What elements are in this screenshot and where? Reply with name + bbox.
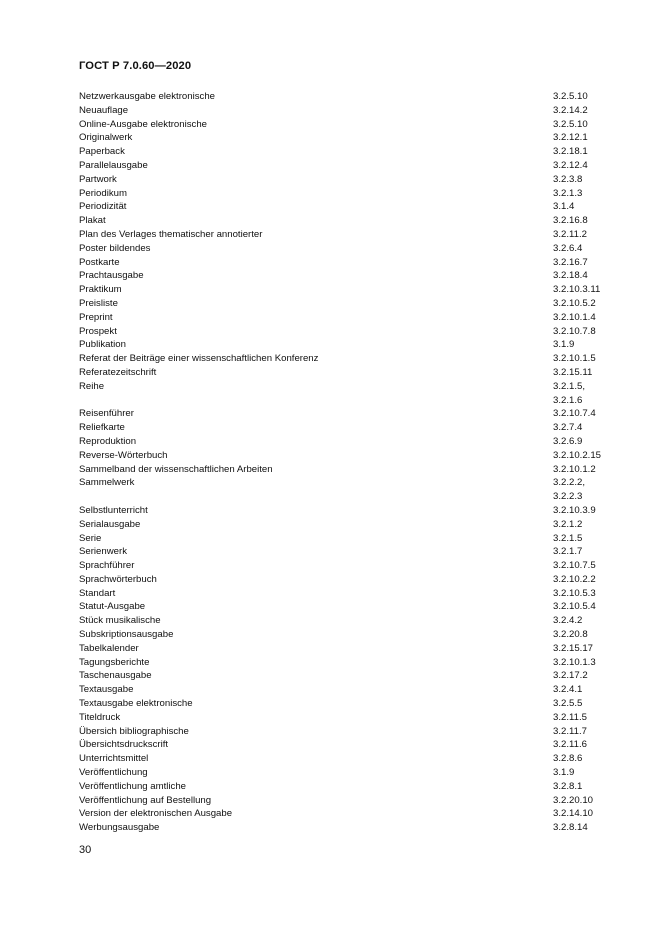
section-reference: 3.2.10.3.9 — [553, 504, 596, 516]
index-entry — [79, 269, 619, 283]
section-reference: 3.2.11.6 — [553, 739, 587, 751]
index-term: Textausgabe elektronische — [79, 698, 193, 710]
section-reference: 3.2.2.2, — [553, 477, 586, 489]
index-refs — [553, 200, 619, 214]
section-reference: 3.2.17.2 — [553, 670, 588, 682]
index-term: Preprint — [79, 311, 113, 323]
index-term: Reisenführer — [79, 408, 134, 420]
index-refs — [553, 587, 619, 601]
section-reference: 3.2.4.1 — [553, 684, 583, 696]
section-reference: 3.2.1.5, — [553, 380, 586, 392]
index-entry — [79, 614, 619, 628]
section-reference: 3.2.10.1.2 — [553, 463, 596, 475]
index-refs — [553, 338, 619, 352]
index-entry — [79, 187, 619, 201]
index-entry — [79, 600, 619, 614]
section-reference: 3.2.18.4 — [553, 270, 588, 282]
index-term: Standart — [79, 587, 116, 599]
index-entry — [79, 366, 619, 380]
section-reference: 3.2.18.1 — [553, 146, 588, 158]
index-term: Unterrichtsmittel — [79, 753, 149, 765]
section-reference: 3.2.11.7 — [553, 725, 587, 737]
index-entry — [79, 145, 619, 159]
index-entry — [79, 642, 619, 656]
index-entry — [79, 476, 619, 504]
index-refs — [553, 821, 619, 835]
index-refs — [553, 407, 619, 421]
index-entry — [79, 504, 619, 518]
index-entry — [79, 449, 619, 463]
index-entry — [79, 90, 619, 104]
index-entry — [79, 656, 619, 670]
index-entry — [79, 518, 619, 532]
section-reference: 3.2.1.3 — [553, 187, 583, 199]
index-refs — [553, 600, 619, 614]
index-term: Textausgabe — [79, 684, 134, 696]
index-entry — [79, 752, 619, 766]
index-refs — [553, 283, 619, 297]
index-refs — [553, 380, 619, 408]
index-entry — [79, 173, 619, 187]
index-entry — [79, 463, 619, 477]
index-refs — [553, 131, 619, 145]
index-entry — [79, 297, 619, 311]
index-refs — [553, 545, 619, 559]
index-entry — [79, 200, 619, 214]
index-entry — [79, 738, 619, 752]
index-refs — [553, 366, 619, 380]
index-term: Plakat — [79, 215, 106, 227]
index-term: Taschenausgabe — [79, 670, 152, 682]
index-refs — [553, 711, 619, 725]
section-reference: 3.2.10.2.15 — [553, 449, 602, 461]
index-refs — [553, 325, 619, 339]
index-refs — [553, 173, 619, 187]
index-refs — [553, 311, 619, 325]
index-term: Serialausgabe — [79, 518, 141, 530]
index-entry — [79, 821, 619, 835]
index-entry — [79, 283, 619, 297]
index-term: Veröffentlichung auf Bestellung — [79, 794, 212, 806]
index-term: Sprachwörterbuch — [79, 573, 157, 585]
index-refs — [553, 518, 619, 532]
section-reference: 3.2.10.3.11 — [553, 284, 601, 296]
index-refs — [553, 187, 619, 201]
section-reference: 3.2.20.8 — [553, 629, 588, 641]
index-refs — [553, 242, 619, 256]
term-index — [79, 90, 619, 835]
index-term: Werbungsausgabe — [79, 822, 160, 834]
section-reference: 3.2.10.7.4 — [553, 408, 596, 420]
section-reference: 3.2.3.8 — [553, 173, 583, 185]
index-refs — [553, 683, 619, 697]
index-term: Reliefkarte — [79, 422, 125, 434]
index-refs — [553, 90, 619, 104]
document-header: ГОСТ Р 7.0.60—2020 — [79, 60, 192, 72]
index-term: Tagungsberichte — [79, 656, 150, 668]
index-refs — [553, 504, 619, 518]
index-entry — [79, 559, 619, 573]
index-term: Subskriptionsausgabe — [79, 629, 174, 641]
section-reference: 3.1.9 — [553, 767, 575, 779]
section-reference: 3.2.15.11 — [553, 366, 593, 378]
index-refs — [553, 628, 619, 642]
index-refs — [553, 421, 619, 435]
section-reference: 3.1.4 — [553, 201, 575, 213]
section-reference: 3.2.1.7 — [553, 546, 583, 558]
section-reference: 3.2.10.7.5 — [553, 560, 596, 572]
section-reference: 3.2.8.6 — [553, 753, 583, 765]
index-refs — [553, 214, 619, 228]
index-term: Serie — [79, 532, 102, 544]
section-reference: 3.2.20.10 — [553, 794, 594, 806]
section-reference: 3.2.10.1.5 — [553, 353, 596, 365]
section-reference: 3.2.5.5 — [553, 698, 583, 710]
index-entry — [79, 807, 619, 821]
index-refs — [553, 269, 619, 283]
index-term: Praktikum — [79, 284, 122, 296]
index-term: Referat der Beiträge einer wissenschaftlichen Konferenz — [79, 353, 319, 365]
index-entry — [79, 131, 619, 145]
index-refs — [553, 656, 619, 670]
section-reference: 3.2.5.10 — [553, 118, 588, 130]
index-term: Preisliste — [79, 297, 118, 309]
section-reference: 3.2.6.9 — [553, 435, 583, 447]
section-reference: 3.2.16.8 — [553, 215, 588, 227]
index-entry — [79, 104, 619, 118]
index-refs — [553, 752, 619, 766]
section-reference: 3.2.1.5 — [553, 532, 583, 544]
index-term: Prachtausgabe — [79, 270, 144, 282]
section-reference: 3.2.16.7 — [553, 256, 588, 268]
index-term: Referatezeitschrift — [79, 366, 157, 378]
index-entry — [79, 352, 619, 366]
index-term: Partwork — [79, 173, 117, 185]
index-term: Reproduktion — [79, 435, 137, 447]
index-entry — [79, 407, 619, 421]
index-term: Übersich bibliographische — [79, 725, 189, 737]
index-term: Publikation — [79, 339, 126, 351]
index-term: Neuauflage — [79, 104, 129, 116]
index-term: Reihe — [79, 380, 105, 392]
index-refs — [553, 807, 619, 821]
index-refs — [553, 559, 619, 573]
section-reference: 3.2.11.5 — [553, 711, 587, 723]
section-reference: 3.2.8.14 — [553, 822, 588, 834]
index-entry — [79, 697, 619, 711]
index-entry — [79, 683, 619, 697]
index-term: Sammelwerk — [79, 477, 135, 489]
index-refs — [553, 794, 619, 808]
section-reference: 3.2.10.1.4 — [553, 311, 596, 323]
index-entry — [79, 780, 619, 794]
index-entry — [79, 794, 619, 808]
section-reference: 3.2.2.3 — [553, 491, 583, 503]
index-entry — [79, 421, 619, 435]
index-term: Originalwerk — [79, 132, 133, 144]
index-term: Sprachführer — [79, 560, 135, 572]
section-reference: 3.2.6.4 — [553, 242, 583, 254]
index-term: Online-Ausgabe elektronische — [79, 118, 207, 130]
index-refs — [553, 614, 619, 628]
index-refs — [553, 573, 619, 587]
section-reference: 3.2.12.1 — [553, 132, 588, 144]
index-term: Statut-Ausgabe — [79, 601, 146, 613]
index-term: Plan des Verlages thematischer annotierter — [79, 228, 263, 240]
index-refs — [553, 669, 619, 683]
index-refs — [553, 104, 619, 118]
index-refs — [553, 256, 619, 270]
section-reference: 3.2.10.5.2 — [553, 297, 596, 309]
section-reference: 3.2.5.10 — [553, 91, 588, 102]
index-refs — [553, 738, 619, 752]
section-reference: 3.2.11.2 — [553, 228, 587, 240]
index-entry — [79, 214, 619, 228]
index-term: Periodikum — [79, 187, 127, 199]
index-term: Stück musikalische — [79, 615, 161, 627]
index-entry — [79, 242, 619, 256]
index-refs — [553, 697, 619, 711]
section-reference: 3.2.14.10 — [553, 808, 594, 820]
section-reference: 3.2.10.7.8 — [553, 325, 596, 337]
index-refs — [553, 352, 619, 366]
index-entry — [79, 725, 619, 739]
index-term: Periodizität — [79, 201, 127, 213]
index-refs — [553, 476, 619, 504]
index-term: Poster bildendes — [79, 242, 151, 254]
index-entry — [79, 711, 619, 725]
index-entry — [79, 628, 619, 642]
index-entry — [79, 159, 619, 173]
index-term: Veröffentlichung amtliche — [79, 780, 187, 792]
section-reference: 3.2.7.4 — [553, 422, 583, 434]
index-term: Paperback — [79, 146, 125, 158]
index-refs — [553, 725, 619, 739]
index-term: Tabelkalender — [79, 642, 139, 654]
index-term: Netzwerkausgabe elektronische — [79, 91, 215, 102]
index-term: Postkarte — [79, 256, 120, 268]
section-reference: 3.2.12.4 — [553, 159, 588, 171]
section-reference: 3.2.10.2.2 — [553, 573, 596, 585]
index-entry — [79, 573, 619, 587]
section-reference: 3.2.1.2 — [553, 518, 583, 530]
index-entry — [79, 256, 619, 270]
index-refs — [553, 297, 619, 311]
index-entry — [79, 380, 619, 408]
index-refs — [553, 532, 619, 546]
section-reference: 3.2.10.1.3 — [553, 656, 596, 668]
section-reference: 3.2.8.1 — [553, 780, 583, 792]
index-refs — [553, 159, 619, 173]
index-entry — [79, 338, 619, 352]
index-entry — [79, 311, 619, 325]
index-term: Parallelausgabe — [79, 159, 148, 171]
index-entry — [79, 435, 619, 449]
index-term: Reverse-Wörterbuch — [79, 449, 168, 461]
index-refs — [553, 766, 619, 780]
index-entry — [79, 532, 619, 546]
index-term: Veröffentlichung — [79, 767, 148, 779]
section-reference: 3.1.9 — [553, 339, 575, 351]
section-reference: 3.2.15.17 — [553, 642, 594, 654]
index-term: Übersichtsdruckscrift — [79, 739, 169, 751]
index-entry — [79, 766, 619, 780]
section-reference: 3.2.14.2 — [553, 104, 588, 116]
page-number: 30 — [79, 844, 92, 856]
index-term: Selbstlunterricht — [79, 504, 148, 516]
section-reference: 3.2.4.2 — [553, 615, 583, 627]
index-entry — [79, 669, 619, 683]
index-refs — [553, 435, 619, 449]
index-refs — [553, 145, 619, 159]
index-refs — [553, 642, 619, 656]
index-term: Prospekt — [79, 325, 117, 337]
index-term: Serienwerk — [79, 546, 127, 558]
index-entry — [79, 587, 619, 601]
index-refs — [553, 228, 619, 242]
index-entry — [79, 118, 619, 132]
index-refs — [553, 780, 619, 794]
index-term: Version der elektronischen Ausgabe — [79, 808, 233, 820]
index-refs — [553, 449, 619, 463]
section-reference: 3.2.10.5.3 — [553, 587, 596, 599]
section-reference: 3.2.1.6 — [553, 394, 583, 406]
index-term: Titeldruck — [79, 711, 121, 723]
index-term: Sammelband der wissenschaftlichen Arbeiten — [79, 463, 273, 475]
index-entry — [79, 228, 619, 242]
index-entry — [79, 545, 619, 559]
index-refs — [553, 463, 619, 477]
index-refs — [553, 118, 619, 132]
section-reference: 3.2.10.5.4 — [553, 601, 596, 613]
index-entry — [79, 325, 619, 339]
